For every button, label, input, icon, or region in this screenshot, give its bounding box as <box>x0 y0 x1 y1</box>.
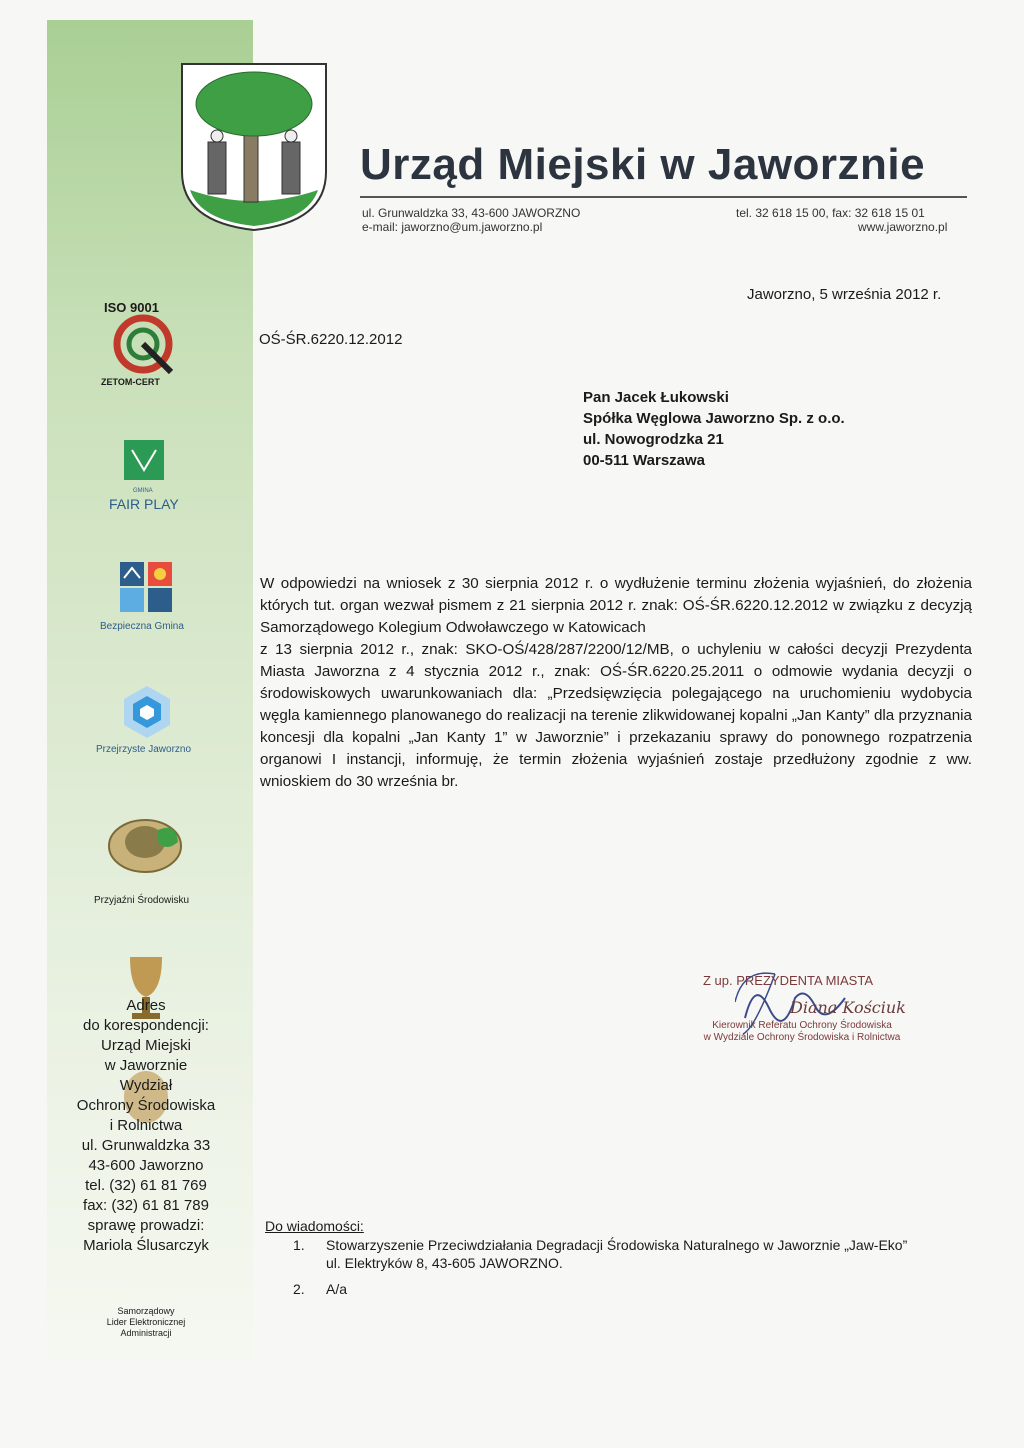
list-item-text: A/a <box>326 1281 348 1297</box>
address-line: Ochrony Środowiska <box>76 1097 216 1114</box>
list-item-number: 1. <box>293 1237 305 1253</box>
admin-award-label <box>86 1306 206 1339</box>
header-address: ul. Grunwaldzka 33, 43-600 JAWORZNO <box>362 206 581 220</box>
bezpieczna-gmina-label: Bezpieczna Gmina <box>100 621 184 632</box>
address-line: i Rolnictwa <box>109 1117 183 1134</box>
list-item-text: Stowarzyszenie Przeciwdziałania Degradacji Środowiska Naturalnego w Jaworznie „Jaw-Eko” <box>326 1237 908 1253</box>
list-item-number: 2. <box>293 1281 305 1297</box>
address-line: Mariola Ślusarczyk <box>83 1237 209 1254</box>
bezpieczna-gmina-logo-icon <box>118 560 174 614</box>
header-website[interactable]: www.jaworzno.pl <box>858 220 948 234</box>
iso-label: ISO 9001 <box>104 300 159 315</box>
address-line: Urząd Miejski <box>100 1037 191 1054</box>
header-rule <box>360 196 967 198</box>
signature-role-line: Kierownik Referatu Ochrony Środowiska <box>712 1020 892 1031</box>
address-line: fax: (32) 61 81 789 <box>83 1197 209 1214</box>
address-line: ul. Grunwaldzka 33 <box>81 1137 211 1154</box>
address-line: Wydział <box>119 1077 173 1094</box>
zetom-cert-logo-icon <box>113 314 173 374</box>
signature-name: Diana Kościuk <box>790 998 906 1017</box>
recipient-name: Pan Jacek Łukowski <box>583 389 729 406</box>
fair-play-small-label: GMINA <box>133 488 153 494</box>
przyjazni-srodowisku-logo-icon <box>104 812 186 876</box>
address-line: sprawę prowadzi: <box>87 1217 205 1234</box>
header-phone: tel. 32 618 15 00, fax: 32 618 15 01 <box>736 206 925 220</box>
fair-play-label: FAIR PLAY <box>109 496 179 512</box>
reference-number: OŚ-ŚR.6220.12.2012 <box>259 331 403 348</box>
przyjazni-srodowisku-label: Przyjaźni Środowisku <box>94 895 190 906</box>
signature-authority: Z up. PREZYDENTA MIASTA <box>703 973 873 988</box>
admin-line: Lider Elektronicznej <box>106 1317 186 1327</box>
przejrzyste-jaworzno-logo-icon <box>118 683 176 741</box>
letter-body: W odpowiedzi na wniosek z 30 sierpnia 2012 r. o wydłużenie terminu złożenia wyjaśnień, do złożenia których tut. organ wezwał pismem z 21 sierpnia 2012 r. znak: OŚ-ŚR.6220.12.2012 w związku z decyzją Samorządowego Kolegium Odwoławczego w Katowicach z 13 sierpnia 2012 r., znak: SKO-OŚ/428/287/2200/12/MB, o uchyleniu w całości decyzji Prezydenta Miasta Jaworzna z 4 stycznia 2012 r., znak: OŚ-ŚR.6220.25.2011 o odmowie wydania decyzji o środowiskowych uwarunkowaniach dla: „Przedsięwzięcia polegającego na uruchomieniu wydobycia węgla kamiennego planowanego do realizacji na terenie zlikwidowanej kopalni „Jan Kanty” dla przyznania koncesji dla kopalni „Jan Kanty 1” w Jaworznie” i przekazaniu sprawy do ponownego rozpatrzenia organowi I instancji, informuję, że termin złożenia wyjaśnień zostaje przedłużony zgodnie z ww. wnioskiem do 30 września br. <box>260 575 972 790</box>
list-item <box>293 1280 907 1298</box>
przejrzyste-jaworzno-label: Przejrzyste Jaworzno <box>96 744 192 755</box>
notice-title: Do wiadomości: <box>265 1218 364 1234</box>
recipient-street: ul. Nowogrodzka 21 <box>583 431 724 448</box>
address-line: do korespondencji: <box>83 1017 209 1034</box>
zetom-label: ZETOM-CERT <box>101 377 160 387</box>
signature-role <box>692 1020 912 1044</box>
list-item <box>293 1236 907 1272</box>
fair-play-logo-icon <box>124 440 164 480</box>
address-line: Adres <box>126 997 166 1014</box>
correspondence-address <box>56 996 236 1256</box>
recipient-company: Spółka Węglowa Jaworzno Sp. z o.o. <box>583 410 845 427</box>
address-line: 43-600 Jaworzno <box>88 1157 204 1174</box>
header-email[interactable]: e-mail: jaworzno@um.jaworzno.pl <box>362 220 543 234</box>
recipient-block <box>583 387 845 471</box>
admin-line: Samorządowy <box>117 1306 175 1316</box>
list-item-text: ul. Elektryków 8, 43-605 JAWORZNO. <box>326 1255 563 1271</box>
office-title: Urząd Miejski w Jaworznie <box>360 140 926 189</box>
address-line: tel. (32) 61 81 769 <box>85 1177 207 1194</box>
address-line: w Jaworznie <box>104 1057 188 1074</box>
notice-list <box>293 1236 907 1298</box>
recipient-city: 00-511 Warszawa <box>583 452 706 469</box>
admin-line: Administracji <box>120 1328 172 1338</box>
letter-date: Jaworzno, 5 września 2012 r. <box>747 286 942 303</box>
coat-of-arms-icon <box>178 62 330 232</box>
signature-role-line: w Wydziale Ochrony Środowiska i Rolnictwa <box>703 1032 901 1043</box>
